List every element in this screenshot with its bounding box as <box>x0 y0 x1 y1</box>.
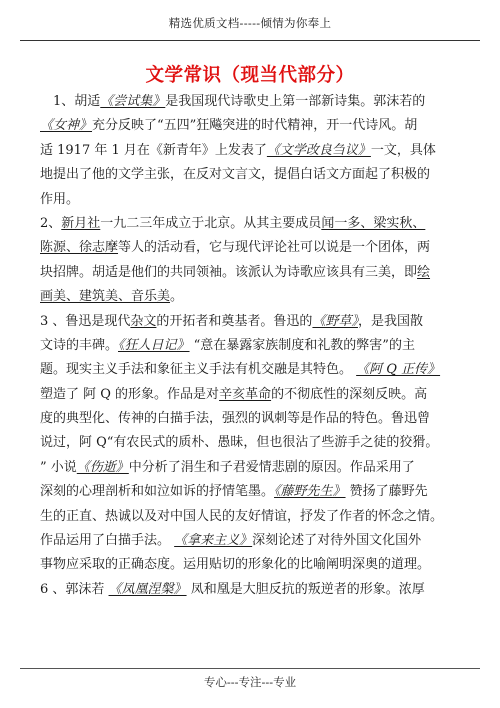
text-segment: 的不彻底性的深刻反映。高 <box>271 386 428 402</box>
text-segment: 中分析了涓生和子君爱情悲剧的原因。作品采用了 <box>128 459 415 475</box>
document-body <box>40 90 468 602</box>
text-line <box>40 261 468 285</box>
text-segment: 事物应采取的正确态度。运用贴切的形象化的比喻阐明深奥的道理。 <box>40 557 431 573</box>
underlined-term: 画美、建筑美、音乐美 <box>40 289 171 305</box>
underlined-term: 绘 <box>417 264 431 280</box>
underlined-term: 《拿来主义》 <box>174 533 253 549</box>
text-segment: ，是我国散 <box>357 313 423 329</box>
underlined-term: 陈源、徐志摩 <box>40 240 119 256</box>
text-segment: 块招牌。胡适是他们的共同领袖。该派认为诗歌应该具有三美，即 <box>40 264 418 280</box>
text-line <box>40 578 468 602</box>
text-segment: “意在暴露家族制度和礼教的弊害”的主 <box>189 337 415 353</box>
underlined-term: 《阿 Q 正传》 <box>356 362 441 378</box>
text-segment: 2、 <box>40 215 62 231</box>
text-segment: 一文，具体 <box>370 142 436 158</box>
footer-divider <box>20 668 480 669</box>
text-segment: 3 、鲁迅是现代 <box>40 313 131 329</box>
underlined-term: 闻一多、梁实秋、 <box>321 215 426 231</box>
underlined-term: 杂文 <box>130 313 157 329</box>
page-header: 精选优质文档-----倾情为你奉上 <box>168 16 332 30</box>
text-segment: 文诗的丰碑。 <box>40 337 119 353</box>
text-segment: 作用。 <box>40 191 80 207</box>
page-title: 文学常识（现当代部分） <box>145 65 355 86</box>
text-line <box>40 553 468 577</box>
text-line <box>40 139 468 163</box>
text-line <box>40 90 468 114</box>
text-segment: 的开拓者和奠基者。鲁迅的 <box>156 313 313 329</box>
text-line <box>40 456 468 480</box>
text-line <box>40 358 468 382</box>
text-segment: 是我国现代诗歌史上第一部新诗集。郭沫若的 <box>165 94 426 109</box>
text-line <box>40 505 468 529</box>
text-line <box>40 212 468 236</box>
underlined-term: 新月社 <box>61 215 101 231</box>
text-segment: 一九二三年成立于北京。从其主要成员 <box>100 215 322 231</box>
text-segment: 赞扬了藤野先 <box>345 484 428 500</box>
text-line <box>40 236 468 260</box>
text-line <box>40 529 468 553</box>
underlined-term: 《文学改良刍议》 <box>266 142 371 158</box>
text-segment: 。 <box>170 289 184 305</box>
text-line <box>40 188 468 212</box>
text-segment: 深刻论述了对待外国文化国外 <box>252 533 422 549</box>
text-segment: 深刻的心理剖析和如泣如诉的抒情笔墨。 <box>40 484 275 500</box>
text-segment: 凤和凰是大胆反抗的叛逆者的形象。浓厚 <box>186 581 425 597</box>
text-segment: 6 、郭沫若 <box>40 581 109 597</box>
underlined-term: 《女神》 <box>40 118 93 134</box>
text-line <box>40 431 468 455</box>
underlined-term: 《野草》 <box>312 313 358 329</box>
text-line <box>40 285 468 309</box>
text-line <box>40 480 468 504</box>
text-line <box>40 114 468 138</box>
text-segment: 充分反映了“五四”狂飚突进的时代精神，开一代诗风。胡 <box>92 118 418 134</box>
text-segment: 生的正直、热诚以及对中国人民的友好情谊，抒发了作者的怀念之情。 <box>40 508 444 524</box>
text-segment: 等人的活动看，它与现代评论社可以说是一个团体，两 <box>118 240 431 256</box>
text-segment: 适 1917 年 1 月在《新青年》上发表了 <box>40 142 267 158</box>
text-segment: 1、胡适 <box>40 94 101 109</box>
underlined-term: 《伤逝》 <box>76 459 129 475</box>
text-segment: 作品运用了白描手法。 <box>40 533 175 549</box>
text-segment: ” 小说 <box>40 459 77 475</box>
underlined-term: 《狂人日记》 <box>118 337 190 353</box>
text-line <box>40 310 468 334</box>
underlined-term: 辛亥革命 <box>219 386 272 402</box>
text-segment: 地提出了他的文学主张，在反对文言文，提倡白话文方面起了积极的 <box>40 167 431 183</box>
header-divider <box>20 40 480 41</box>
text-segment: 塑造了 阿 Q 的形象。作品是对 <box>40 386 220 402</box>
text-segment: 度的典型化、传神的白描手法，强烈的讽刺等是作品的特色。鲁迅曾 <box>40 411 431 427</box>
text-segment: 题。现实主义手法和象征主义手法有机交融是其特色。 <box>40 362 357 378</box>
underlined-term: 《尝试集》 <box>100 94 166 109</box>
text-line <box>40 163 468 187</box>
underlined-term: 《藤野先生》 <box>274 484 346 500</box>
text-line <box>40 383 468 407</box>
text-line <box>40 334 468 358</box>
text-line <box>40 407 468 431</box>
underlined-term: 《凤凰涅槃》 <box>108 581 187 597</box>
page-footer: 专心---专注---专业 <box>203 675 297 689</box>
text-segment: 说过，阿 Q“有农民式的质朴、愚昧，但也很沾了些游手之徒的狡猾。 <box>40 435 439 451</box>
